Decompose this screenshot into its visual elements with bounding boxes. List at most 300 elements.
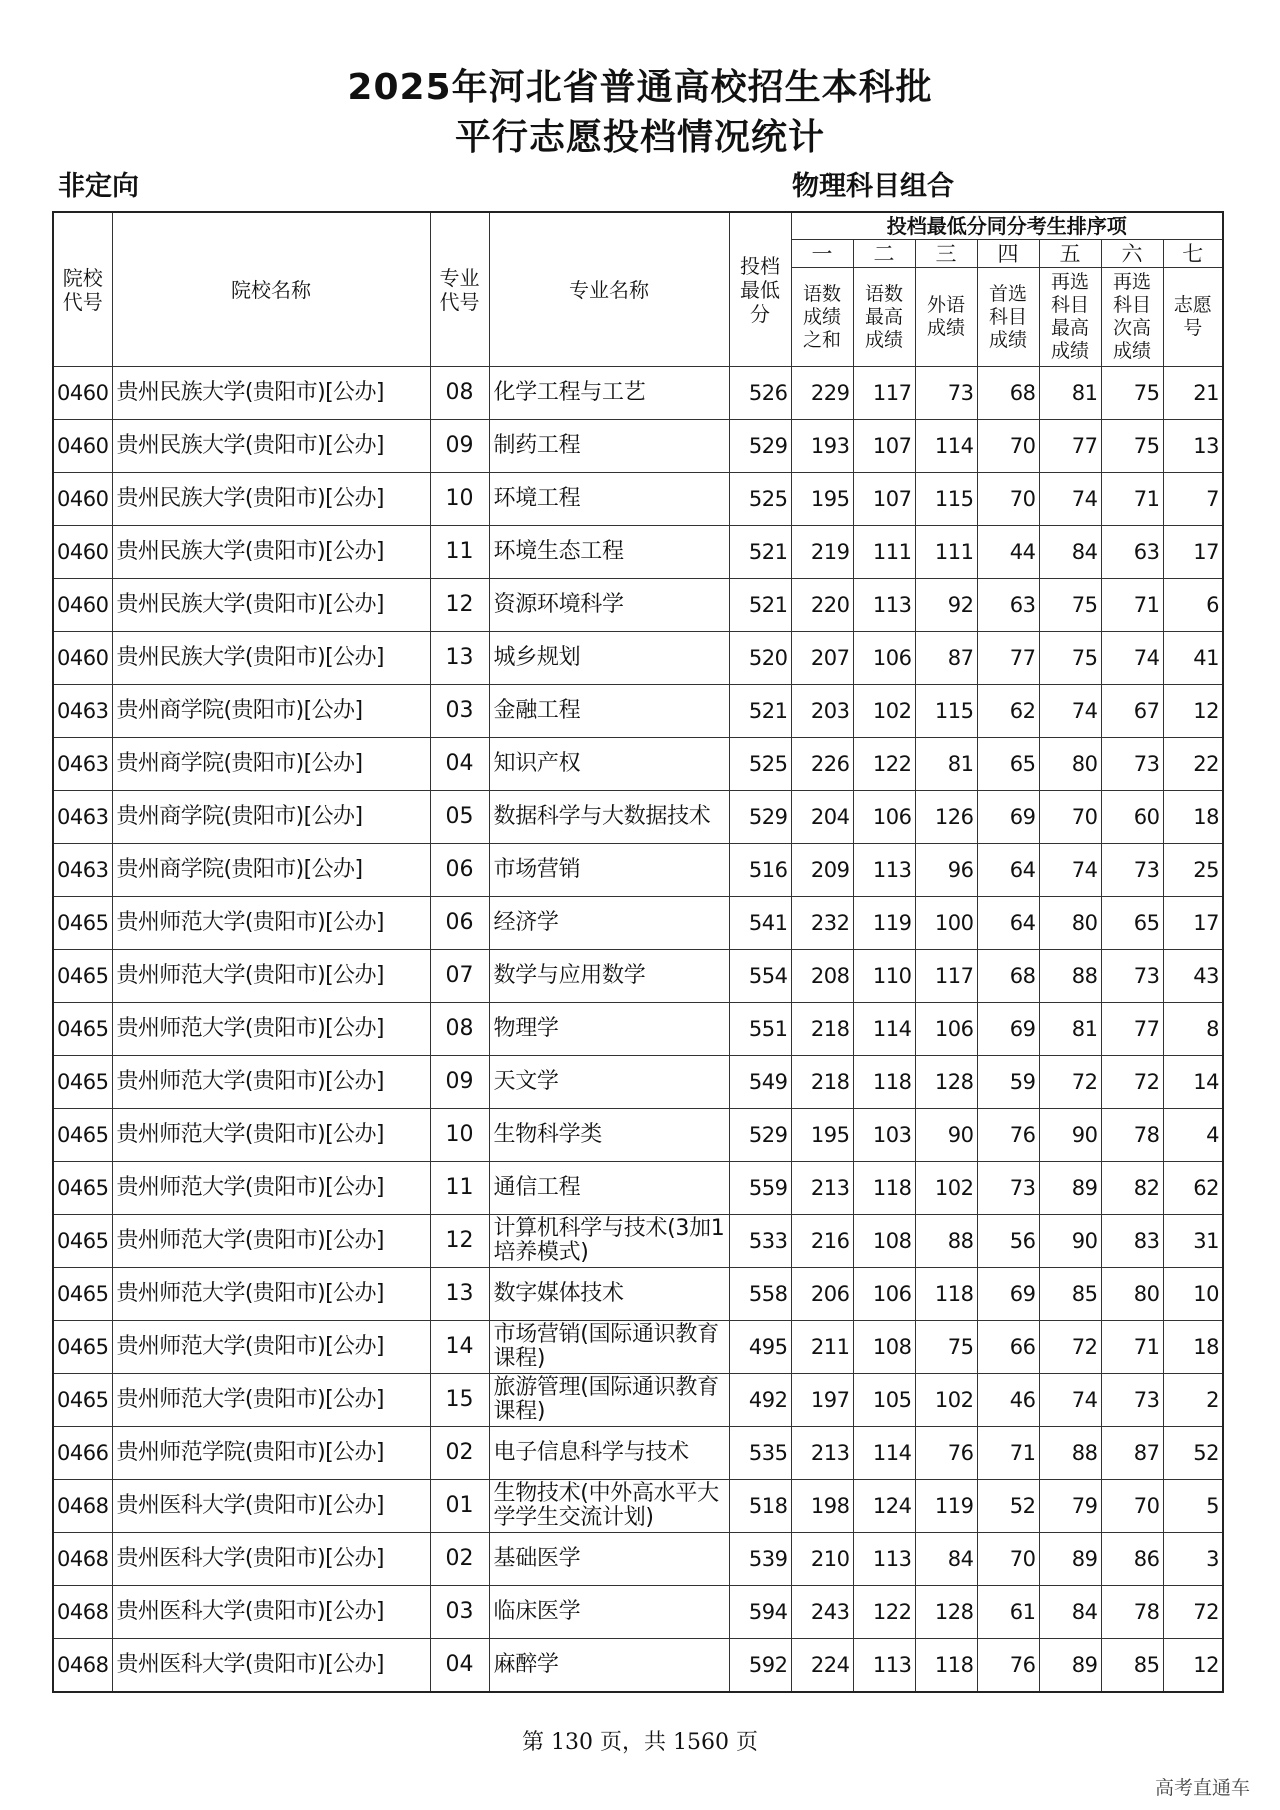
cell-sort-7: 41 — [1163, 632, 1223, 685]
cell-sort-4: 46 — [977, 1374, 1039, 1427]
table-row — [53, 1109, 1223, 1162]
document-title-line-1: 2025年河北省普通高校招生本科批 — [347, 67, 933, 108]
cell-major-name: 城乡规划 — [489, 632, 729, 685]
cell-sort-2: 105 — [853, 1374, 915, 1427]
header-major-name: 专业名称 — [489, 212, 729, 367]
cell-school-name: 贵州民族大学(贵阳市)[公办] — [112, 367, 430, 420]
cell-school-code: 0468 — [53, 1533, 112, 1586]
header-sort-item: 语数最高成绩 — [853, 268, 915, 367]
cell-sort-2: 119 — [853, 897, 915, 950]
cell-major-name: 基础医学 — [489, 1533, 729, 1586]
cell-min-score: 533 — [729, 1215, 791, 1268]
cell-school-code: 0460 — [53, 367, 112, 420]
cell-sort-3: 102 — [915, 1162, 977, 1215]
cell-school-name: 贵州师范学院(贵阳市)[公办] — [112, 1427, 430, 1480]
cell-sort-7: 14 — [1163, 1056, 1223, 1109]
cell-sort-1: 204 — [791, 791, 853, 844]
cell-sort-2: 118 — [853, 1056, 915, 1109]
cell-sort-4: 44 — [977, 526, 1039, 579]
cell-sort-1: 209 — [791, 844, 853, 897]
cell-major-name: 生物科学类 — [489, 1109, 729, 1162]
header-min-score: 投档最低分 — [729, 212, 791, 367]
table-row — [53, 1374, 1223, 1427]
cell-sort-5: 75 — [1039, 632, 1101, 685]
cell-major-name: 环境工程 — [489, 473, 729, 526]
cell-sort-6: 73 — [1101, 1374, 1163, 1427]
cell-sort-6: 87 — [1101, 1427, 1163, 1480]
cell-school-name: 贵州师范大学(贵阳市)[公办] — [112, 1268, 430, 1321]
cell-min-score: 535 — [729, 1427, 791, 1480]
cell-school-name: 贵州民族大学(贵阳市)[公办] — [112, 420, 430, 473]
cell-major-code: 03 — [430, 1586, 489, 1639]
cell-sort-6: 70 — [1101, 1480, 1163, 1533]
cell-school-name: 贵州师范大学(贵阳市)[公办] — [112, 1162, 430, 1215]
cell-sort-6: 78 — [1101, 1109, 1163, 1162]
cell-sort-7: 17 — [1163, 897, 1223, 950]
cell-major-name: 环境生态工程 — [489, 526, 729, 579]
cell-sort-1: 203 — [791, 685, 853, 738]
cell-sort-1: 195 — [791, 473, 853, 526]
cell-school-code: 0460 — [53, 526, 112, 579]
watermark: 高考直通车 — [1154, 1777, 1250, 1799]
cell-sort-2: 113 — [853, 1639, 915, 1693]
cell-school-name: 贵州商学院(贵阳市)[公办] — [112, 738, 430, 791]
cell-sort-3: 115 — [915, 473, 977, 526]
cell-major-name: 计算机科学与技术(3加1培养模式) — [489, 1215, 729, 1268]
cell-major-name: 金融工程 — [489, 685, 729, 738]
cell-sort-7: 2 — [1163, 1374, 1223, 1427]
cell-major-name: 经济学 — [489, 897, 729, 950]
cell-sort-3: 76 — [915, 1427, 977, 1480]
cell-sort-1: 224 — [791, 1639, 853, 1693]
cell-major-name: 资源环境科学 — [489, 579, 729, 632]
cell-major-code: 09 — [430, 1056, 489, 1109]
cell-school-name: 贵州民族大学(贵阳市)[公办] — [112, 473, 430, 526]
cell-major-name: 市场营销(国际通识教育课程) — [489, 1321, 729, 1374]
cell-sort-3: 96 — [915, 844, 977, 897]
header-sort-number: 二 — [853, 240, 915, 268]
cell-school-code: 0463 — [53, 738, 112, 791]
cell-sort-3: 126 — [915, 791, 977, 844]
cell-min-score: 541 — [729, 897, 791, 950]
cell-sort-1: 206 — [791, 1268, 853, 1321]
cell-major-name: 数字媒体技术 — [489, 1268, 729, 1321]
header-sort-item: 再选科目最高成绩 — [1039, 268, 1101, 367]
cell-major-code: 11 — [430, 526, 489, 579]
cell-sort-4: 73 — [977, 1162, 1039, 1215]
cell-sort-6: 67 — [1101, 685, 1163, 738]
cell-major-code: 06 — [430, 897, 489, 950]
cell-sort-4: 71 — [977, 1427, 1039, 1480]
cell-sort-2: 106 — [853, 1268, 915, 1321]
cell-major-code: 04 — [430, 1639, 489, 1693]
cell-major-code: 05 — [430, 791, 489, 844]
cell-school-name: 贵州民族大学(贵阳市)[公办] — [112, 526, 430, 579]
cell-sort-5: 81 — [1039, 1003, 1101, 1056]
cell-major-name: 市场营销 — [489, 844, 729, 897]
cell-school-code: 0460 — [53, 420, 112, 473]
cell-major-name: 物理学 — [489, 1003, 729, 1056]
cell-min-score: 559 — [729, 1162, 791, 1215]
cell-sort-7: 3 — [1163, 1533, 1223, 1586]
cell-sort-7: 7 — [1163, 473, 1223, 526]
cell-min-score: 592 — [729, 1639, 791, 1693]
cell-min-score: 551 — [729, 1003, 791, 1056]
cell-sort-1: 226 — [791, 738, 853, 791]
cell-school-name: 贵州医科大学(贵阳市)[公办] — [112, 1480, 430, 1533]
cell-major-code: 06 — [430, 844, 489, 897]
cell-sort-3: 102 — [915, 1374, 977, 1427]
cell-sort-3: 128 — [915, 1586, 977, 1639]
cell-school-code: 0465 — [53, 1374, 112, 1427]
cell-sort-5: 80 — [1039, 738, 1101, 791]
cell-sort-1: 243 — [791, 1586, 853, 1639]
cell-school-name: 贵州师范大学(贵阳市)[公办] — [112, 1215, 430, 1268]
cell-major-name: 通信工程 — [489, 1162, 729, 1215]
document-title-line-2: 平行志愿投档情况统计 — [454, 117, 825, 158]
cell-sort-3: 92 — [915, 579, 977, 632]
cell-sort-6: 71 — [1101, 579, 1163, 632]
cell-sort-7: 12 — [1163, 685, 1223, 738]
cell-sort-5: 75 — [1039, 579, 1101, 632]
cell-school-code: 0465 — [53, 1109, 112, 1162]
cell-sort-2: 118 — [853, 1162, 915, 1215]
cell-min-score: 495 — [729, 1321, 791, 1374]
cell-major-code: 10 — [430, 1109, 489, 1162]
table-row — [53, 1427, 1223, 1480]
cell-min-score: 521 — [729, 685, 791, 738]
cell-sort-4: 63 — [977, 579, 1039, 632]
cell-min-score: 525 — [729, 738, 791, 791]
cell-sort-6: 86 — [1101, 1533, 1163, 1586]
cell-sort-5: 90 — [1039, 1109, 1101, 1162]
cell-min-score: 594 — [729, 1586, 791, 1639]
cell-sort-2: 113 — [853, 844, 915, 897]
cell-sort-3: 128 — [915, 1056, 977, 1109]
cell-school-name: 贵州师范大学(贵阳市)[公办] — [112, 1109, 430, 1162]
cell-sort-2: 108 — [853, 1321, 915, 1374]
cell-min-score: 529 — [729, 1109, 791, 1162]
cell-major-name: 知识产权 — [489, 738, 729, 791]
cell-school-code: 0460 — [53, 473, 112, 526]
cell-sort-7: 10 — [1163, 1268, 1223, 1321]
cell-sort-7: 17 — [1163, 526, 1223, 579]
cell-school-code: 0465 — [53, 1215, 112, 1268]
header-sort-item: 语数成绩之和 — [791, 268, 853, 367]
cell-sort-1: 211 — [791, 1321, 853, 1374]
cell-school-name: 贵州民族大学(贵阳市)[公办] — [112, 632, 430, 685]
cell-sort-4: 68 — [977, 367, 1039, 420]
cell-school-name: 贵州师范大学(贵阳市)[公办] — [112, 1056, 430, 1109]
cell-sort-3: 117 — [915, 950, 977, 1003]
cell-sort-4: 62 — [977, 685, 1039, 738]
cell-sort-3: 90 — [915, 1109, 977, 1162]
cell-sort-5: 84 — [1039, 1586, 1101, 1639]
cell-school-code: 0468 — [53, 1480, 112, 1533]
cell-school-code: 0465 — [53, 897, 112, 950]
cell-sort-1: 208 — [791, 950, 853, 1003]
cell-sort-6: 83 — [1101, 1215, 1163, 1268]
cell-sort-6: 75 — [1101, 367, 1163, 420]
cell-sort-7: 12 — [1163, 1639, 1223, 1693]
header-major-code: 专业代号 — [430, 212, 489, 367]
subtitle-category: 非定向 — [58, 171, 139, 202]
cell-sort-4: 65 — [977, 738, 1039, 791]
cell-sort-6: 82 — [1101, 1162, 1163, 1215]
cell-sort-2: 106 — [853, 632, 915, 685]
cell-sort-2: 108 — [853, 1215, 915, 1268]
cell-sort-6: 85 — [1101, 1639, 1163, 1693]
cell-major-code: 10 — [430, 473, 489, 526]
cell-sort-2: 122 — [853, 738, 915, 791]
cell-sort-6: 77 — [1101, 1003, 1163, 1056]
cell-sort-3: 84 — [915, 1533, 977, 1586]
cell-sort-3: 119 — [915, 1480, 977, 1533]
cell-sort-5: 77 — [1039, 420, 1101, 473]
cell-sort-7: 43 — [1163, 950, 1223, 1003]
cell-sort-7: 52 — [1163, 1427, 1223, 1480]
table-row — [53, 1003, 1223, 1056]
cell-major-name: 生物技术(中外高水平大学学生交流计划) — [489, 1480, 729, 1533]
header-sort-number: 四 — [977, 240, 1039, 268]
cell-sort-5: 88 — [1039, 950, 1101, 1003]
table-row — [53, 897, 1223, 950]
cell-sort-7: 6 — [1163, 579, 1223, 632]
cell-sort-3: 118 — [915, 1639, 977, 1693]
table-row — [53, 1533, 1223, 1586]
cell-sort-5: 79 — [1039, 1480, 1101, 1533]
cell-sort-2: 113 — [853, 1533, 915, 1586]
header-school-name: 院校名称 — [112, 212, 430, 367]
cell-sort-5: 74 — [1039, 685, 1101, 738]
cell-major-name: 数据科学与大数据技术 — [489, 791, 729, 844]
cell-sort-2: 102 — [853, 685, 915, 738]
cell-min-score: 492 — [729, 1374, 791, 1427]
cell-sort-4: 69 — [977, 1003, 1039, 1056]
cell-min-score: 525 — [729, 473, 791, 526]
cell-major-code: 04 — [430, 738, 489, 791]
cell-sort-2: 113 — [853, 579, 915, 632]
cell-school-name: 贵州商学院(贵阳市)[公办] — [112, 844, 430, 897]
header-sort-number: 五 — [1039, 240, 1101, 268]
cell-sort-7: 31 — [1163, 1215, 1223, 1268]
cell-sort-1: 213 — [791, 1427, 853, 1480]
cell-sort-1: 218 — [791, 1003, 853, 1056]
cell-school-name: 贵州医科大学(贵阳市)[公办] — [112, 1586, 430, 1639]
cell-sort-6: 73 — [1101, 844, 1163, 897]
cell-sort-6: 74 — [1101, 632, 1163, 685]
cell-min-score: 518 — [729, 1480, 791, 1533]
cell-min-score: 516 — [729, 844, 791, 897]
cell-sort-7: 62 — [1163, 1162, 1223, 1215]
cell-major-name: 天文学 — [489, 1056, 729, 1109]
cell-major-code: 02 — [430, 1533, 489, 1586]
table-row — [53, 1215, 1223, 1268]
cell-school-name: 贵州医科大学(贵阳市)[公办] — [112, 1639, 430, 1693]
cell-major-name: 旅游管理(国际通识教育课程) — [489, 1374, 729, 1427]
cell-sort-7: 5 — [1163, 1480, 1223, 1533]
cell-sort-4: 52 — [977, 1480, 1039, 1533]
cell-sort-4: 76 — [977, 1109, 1039, 1162]
header-sort-item: 首选科目成绩 — [977, 268, 1039, 367]
cell-major-code: 08 — [430, 367, 489, 420]
cell-sort-7: 25 — [1163, 844, 1223, 897]
cell-sort-1: 195 — [791, 1109, 853, 1162]
header-sort-number: 六 — [1101, 240, 1163, 268]
header-sort-item: 志愿号 — [1163, 268, 1223, 367]
cell-sort-4: 70 — [977, 473, 1039, 526]
cell-min-score: 558 — [729, 1268, 791, 1321]
cell-sort-7: 72 — [1163, 1586, 1223, 1639]
cell-sort-1: 218 — [791, 1056, 853, 1109]
cell-sort-2: 114 — [853, 1427, 915, 1480]
cell-sort-5: 84 — [1039, 526, 1101, 579]
cell-sort-1: 210 — [791, 1533, 853, 1586]
cell-sort-6: 73 — [1101, 950, 1163, 1003]
cell-school-code: 0465 — [53, 1056, 112, 1109]
table-row — [53, 1586, 1223, 1639]
cell-school-code: 0465 — [53, 1003, 112, 1056]
cell-sort-7: 13 — [1163, 420, 1223, 473]
cell-sort-3: 115 — [915, 685, 977, 738]
cell-major-code: 12 — [430, 1215, 489, 1268]
cell-school-name: 贵州师范大学(贵阳市)[公办] — [112, 1374, 430, 1427]
table-row — [53, 685, 1223, 738]
cell-sort-4: 66 — [977, 1321, 1039, 1374]
cell-sort-2: 122 — [853, 1586, 915, 1639]
cell-sort-4: 64 — [977, 844, 1039, 897]
admission-stats-table — [52, 211, 1224, 1693]
cell-sort-4: 56 — [977, 1215, 1039, 1268]
cell-school-code: 0465 — [53, 950, 112, 1003]
cell-school-name: 贵州医科大学(贵阳市)[公办] — [112, 1533, 430, 1586]
cell-sort-5: 70 — [1039, 791, 1101, 844]
cell-major-code: 14 — [430, 1321, 489, 1374]
cell-sort-2: 107 — [853, 473, 915, 526]
cell-sort-1: 232 — [791, 897, 853, 950]
cell-min-score: 554 — [729, 950, 791, 1003]
cell-sort-5: 89 — [1039, 1639, 1101, 1693]
cell-sort-6: 60 — [1101, 791, 1163, 844]
cell-school-code: 0468 — [53, 1639, 112, 1693]
cell-sort-6: 73 — [1101, 738, 1163, 791]
cell-sort-3: 88 — [915, 1215, 977, 1268]
cell-sort-1: 207 — [791, 632, 853, 685]
cell-school-code: 0465 — [53, 1321, 112, 1374]
cell-sort-5: 88 — [1039, 1427, 1101, 1480]
table-row — [53, 1480, 1223, 1533]
cell-major-code: 13 — [430, 1268, 489, 1321]
cell-min-score: 539 — [729, 1533, 791, 1586]
cell-school-name: 贵州师范大学(贵阳市)[公办] — [112, 950, 430, 1003]
cell-sort-6: 71 — [1101, 473, 1163, 526]
table-row — [53, 844, 1223, 897]
cell-sort-2: 110 — [853, 950, 915, 1003]
cell-school-code: 0463 — [53, 844, 112, 897]
cell-sort-4: 76 — [977, 1639, 1039, 1693]
cell-sort-1: 220 — [791, 579, 853, 632]
cell-sort-3: 87 — [915, 632, 977, 685]
cell-major-name: 化学工程与工艺 — [489, 367, 729, 420]
cell-sort-4: 59 — [977, 1056, 1039, 1109]
cell-school-name: 贵州师范大学(贵阳市)[公办] — [112, 1321, 430, 1374]
cell-major-name: 临床医学 — [489, 1586, 729, 1639]
cell-sort-7: 18 — [1163, 791, 1223, 844]
cell-school-name: 贵州民族大学(贵阳市)[公办] — [112, 579, 430, 632]
cell-school-code: 0465 — [53, 1268, 112, 1321]
cell-major-name: 电子信息科学与技术 — [489, 1427, 729, 1480]
cell-sort-5: 74 — [1039, 1374, 1101, 1427]
cell-sort-5: 80 — [1039, 897, 1101, 950]
cell-sort-5: 74 — [1039, 844, 1101, 897]
cell-sort-1: 216 — [791, 1215, 853, 1268]
cell-sort-4: 77 — [977, 632, 1039, 685]
cell-sort-4: 61 — [977, 1586, 1039, 1639]
table-row — [53, 473, 1223, 526]
cell-school-code: 0465 — [53, 1162, 112, 1215]
cell-sort-5: 89 — [1039, 1162, 1101, 1215]
cell-sort-7: 4 — [1163, 1109, 1223, 1162]
cell-sort-2: 106 — [853, 791, 915, 844]
cell-school-name: 贵州商学院(贵阳市)[公办] — [112, 791, 430, 844]
cell-major-name: 制药工程 — [489, 420, 729, 473]
cell-sort-5: 72 — [1039, 1056, 1101, 1109]
table-row — [53, 420, 1223, 473]
table-row — [53, 738, 1223, 791]
cell-major-code: 07 — [430, 950, 489, 1003]
cell-sort-3: 100 — [915, 897, 977, 950]
table-row — [53, 1321, 1223, 1374]
cell-min-score: 521 — [729, 526, 791, 579]
cell-min-score: 549 — [729, 1056, 791, 1109]
cell-sort-3: 106 — [915, 1003, 977, 1056]
page-footer: 第 130 页，共 1560 页 — [522, 1730, 758, 1755]
cell-min-score: 529 — [729, 420, 791, 473]
cell-sort-1: 197 — [791, 1374, 853, 1427]
cell-sort-4: 68 — [977, 950, 1039, 1003]
header-sort-item: 再选科目次高成绩 — [1101, 268, 1163, 367]
cell-school-code: 0463 — [53, 791, 112, 844]
cell-min-score: 520 — [729, 632, 791, 685]
cell-sort-6: 75 — [1101, 420, 1163, 473]
cell-sort-3: 111 — [915, 526, 977, 579]
subtitle-subject-group: 物理科目组合 — [792, 171, 954, 202]
cell-sort-5: 72 — [1039, 1321, 1101, 1374]
cell-sort-4: 70 — [977, 420, 1039, 473]
cell-sort-2: 114 — [853, 1003, 915, 1056]
cell-school-code: 0466 — [53, 1427, 112, 1480]
header-school-code: 院校代号 — [53, 212, 112, 367]
cell-sort-7: 21 — [1163, 367, 1223, 420]
cell-min-score: 529 — [729, 791, 791, 844]
header-sort-group: 投档最低分同分考生排序项 — [791, 212, 1223, 240]
cell-major-name: 麻醉学 — [489, 1639, 729, 1693]
cell-school-code: 0460 — [53, 579, 112, 632]
cell-sort-4: 70 — [977, 1533, 1039, 1586]
cell-sort-2: 103 — [853, 1109, 915, 1162]
cell-sort-4: 69 — [977, 1268, 1039, 1321]
cell-school-code: 0468 — [53, 1586, 112, 1639]
cell-sort-6: 63 — [1101, 526, 1163, 579]
cell-sort-7: 8 — [1163, 1003, 1223, 1056]
cell-sort-3: 73 — [915, 367, 977, 420]
cell-school-name: 贵州师范大学(贵阳市)[公办] — [112, 1003, 430, 1056]
cell-sort-6: 80 — [1101, 1268, 1163, 1321]
cell-sort-2: 111 — [853, 526, 915, 579]
cell-sort-6: 78 — [1101, 1586, 1163, 1639]
cell-sort-5: 90 — [1039, 1215, 1101, 1268]
table-row — [53, 526, 1223, 579]
